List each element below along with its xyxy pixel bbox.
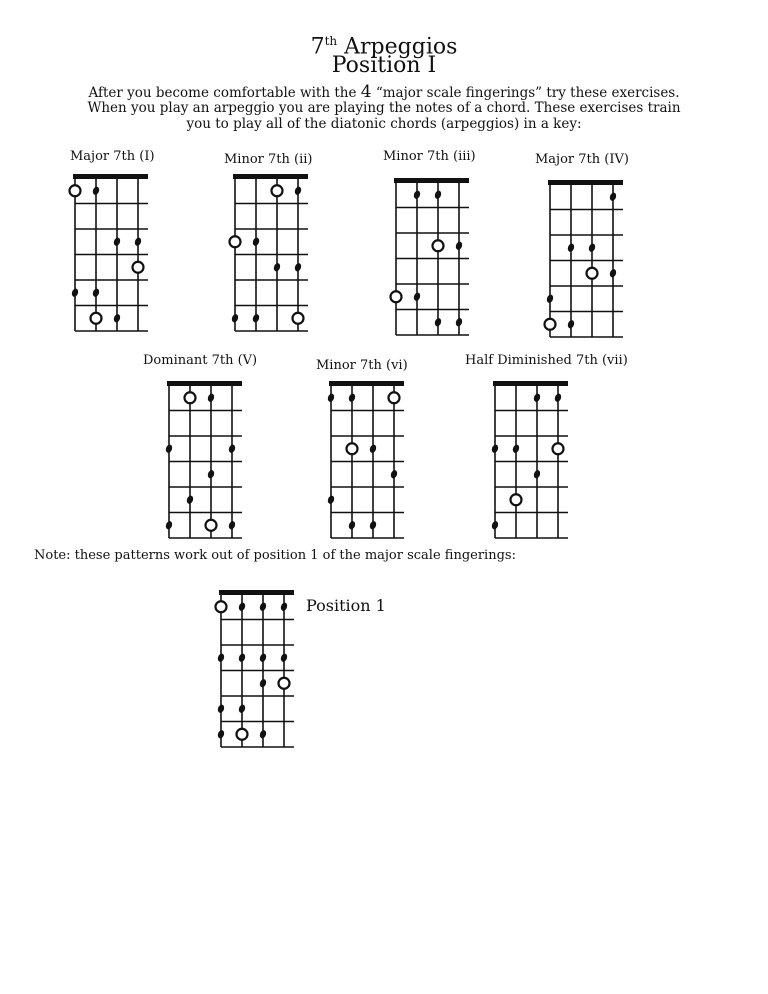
note-dot <box>512 444 521 454</box>
note-dot <box>491 444 500 454</box>
note-dot <box>588 243 597 253</box>
note-dot <box>228 520 237 530</box>
title-superscript: th <box>324 34 338 48</box>
note-dot <box>238 653 247 663</box>
note-dot <box>252 313 261 323</box>
root-note-marker <box>347 443 358 454</box>
root-note-marker <box>433 240 444 251</box>
note-dot <box>554 393 563 403</box>
note-dot <box>259 653 268 663</box>
note-dot <box>533 393 542 403</box>
root-note-marker <box>587 268 598 279</box>
root-note-marker <box>70 185 81 196</box>
note-dot <box>348 520 357 530</box>
note-dot <box>113 313 122 323</box>
intro-number: 4 <box>360 82 372 102</box>
note-dot <box>294 262 303 272</box>
note-dot <box>217 653 226 663</box>
note-dot <box>369 444 378 454</box>
note-dot <box>217 729 226 739</box>
root-note-marker <box>216 601 227 612</box>
note-dot <box>609 268 618 278</box>
root-note-marker <box>293 313 304 324</box>
note-dot <box>413 292 422 302</box>
note-dot <box>280 653 289 663</box>
page-subtitle: Position I <box>331 53 437 78</box>
fretboard-diagram-dominant-7th-v <box>154 377 264 547</box>
intro-line-2: When you play an arpeggio you are playing the notes of a chord. These exercises train <box>87 100 681 116</box>
note-dot <box>273 262 282 272</box>
note-dot <box>348 393 357 403</box>
root-note-marker <box>272 185 283 196</box>
note-dot <box>238 602 247 612</box>
diagram-label-major-7th-i: Major 7th (I) <box>70 149 155 164</box>
nut <box>73 174 148 179</box>
title-number: 7 <box>310 34 325 60</box>
note-dot <box>280 602 289 612</box>
note-text: Note: these patterns work out of position 1 of the major scale fingerings: <box>34 548 516 563</box>
fretboard-diagram-position-1 <box>206 586 316 756</box>
note-dot <box>455 241 464 251</box>
nut <box>233 174 308 179</box>
title-main: Arpeggios <box>344 34 458 60</box>
diagram-label-minor-7th-ii: Minor 7th (ii) <box>224 152 313 167</box>
note-dot <box>327 495 336 505</box>
note-dot <box>207 469 216 479</box>
root-note-marker <box>553 443 564 454</box>
note-dot <box>71 288 80 298</box>
note-dot <box>327 393 336 403</box>
note-dot <box>434 190 443 200</box>
fretboard-diagram-minor-7th-ii <box>220 170 330 340</box>
note-dot <box>165 444 174 454</box>
note-dot <box>609 192 618 202</box>
note-dot <box>92 186 101 196</box>
nut <box>167 381 242 386</box>
note-dot <box>259 678 268 688</box>
diagram-label-minor-7th-iii: Minor 7th (iii) <box>383 149 476 164</box>
note-dot <box>455 317 464 327</box>
root-note-marker <box>545 319 556 330</box>
nut <box>493 381 568 386</box>
fretboard-diagram-major-7th-i <box>60 170 170 340</box>
fretboard-diagram-minor-7th-iii <box>381 174 491 344</box>
root-note-marker <box>91 313 102 324</box>
fretboard-diagram-half-diminished-7th-vii <box>480 377 590 547</box>
note-dot <box>491 520 500 530</box>
root-note-marker <box>511 494 522 505</box>
root-note-marker <box>185 392 196 403</box>
root-note-marker <box>133 262 144 273</box>
diagram-label-minor-7th-vi: Minor 7th (vi) <box>316 358 408 373</box>
note-dot <box>567 243 576 253</box>
root-note-marker <box>391 291 402 302</box>
root-note-marker <box>389 392 400 403</box>
note-dot <box>294 186 303 196</box>
note-dot <box>231 313 240 323</box>
root-note-marker <box>237 729 248 740</box>
note-dot <box>217 704 226 714</box>
fretboard-diagram-major-7th-iv <box>535 176 645 346</box>
note-dot <box>252 237 261 247</box>
note-dot <box>533 469 542 479</box>
root-note-marker <box>230 236 241 247</box>
note-dot <box>228 444 237 454</box>
nut <box>219 590 294 595</box>
note-dot <box>413 190 422 200</box>
root-note-marker <box>279 678 290 689</box>
diagram-label-dominant-7th-v: Dominant 7th (V) <box>143 353 258 368</box>
nut <box>329 381 404 386</box>
diagram-label-major-7th-iv: Major 7th (IV) <box>535 152 629 167</box>
root-note-marker <box>206 520 217 531</box>
note-dot <box>390 469 399 479</box>
nut <box>394 178 469 183</box>
note-dot <box>165 520 174 530</box>
fretboard-diagram-minor-7th-vi <box>316 377 426 547</box>
intro-line-3: you to play all of the diatonic chords (arpeggios) in a key: <box>186 116 582 132</box>
note-dot <box>238 704 247 714</box>
note-dot <box>546 294 555 304</box>
note-dot <box>567 319 576 329</box>
note-dot <box>134 237 143 247</box>
note-dot <box>434 317 443 327</box>
note-dot <box>207 393 216 403</box>
note-dot <box>259 602 268 612</box>
note-dot <box>92 288 101 298</box>
position-1-label: Position 1 <box>306 596 386 615</box>
note-dot <box>369 520 378 530</box>
note-dot <box>113 237 122 247</box>
intro-line-1 <box>0 84 768 101</box>
note-dot <box>186 495 195 505</box>
nut <box>548 180 623 185</box>
intro-text: After you become comfortable with the <box>88 85 361 101</box>
note-dot <box>259 729 268 739</box>
intro-text: “major scale fingerings” try these exercises. <box>371 85 680 101</box>
diagram-label-half-diminished-7th-vii: Half Diminished 7th (vii) <box>465 353 628 368</box>
